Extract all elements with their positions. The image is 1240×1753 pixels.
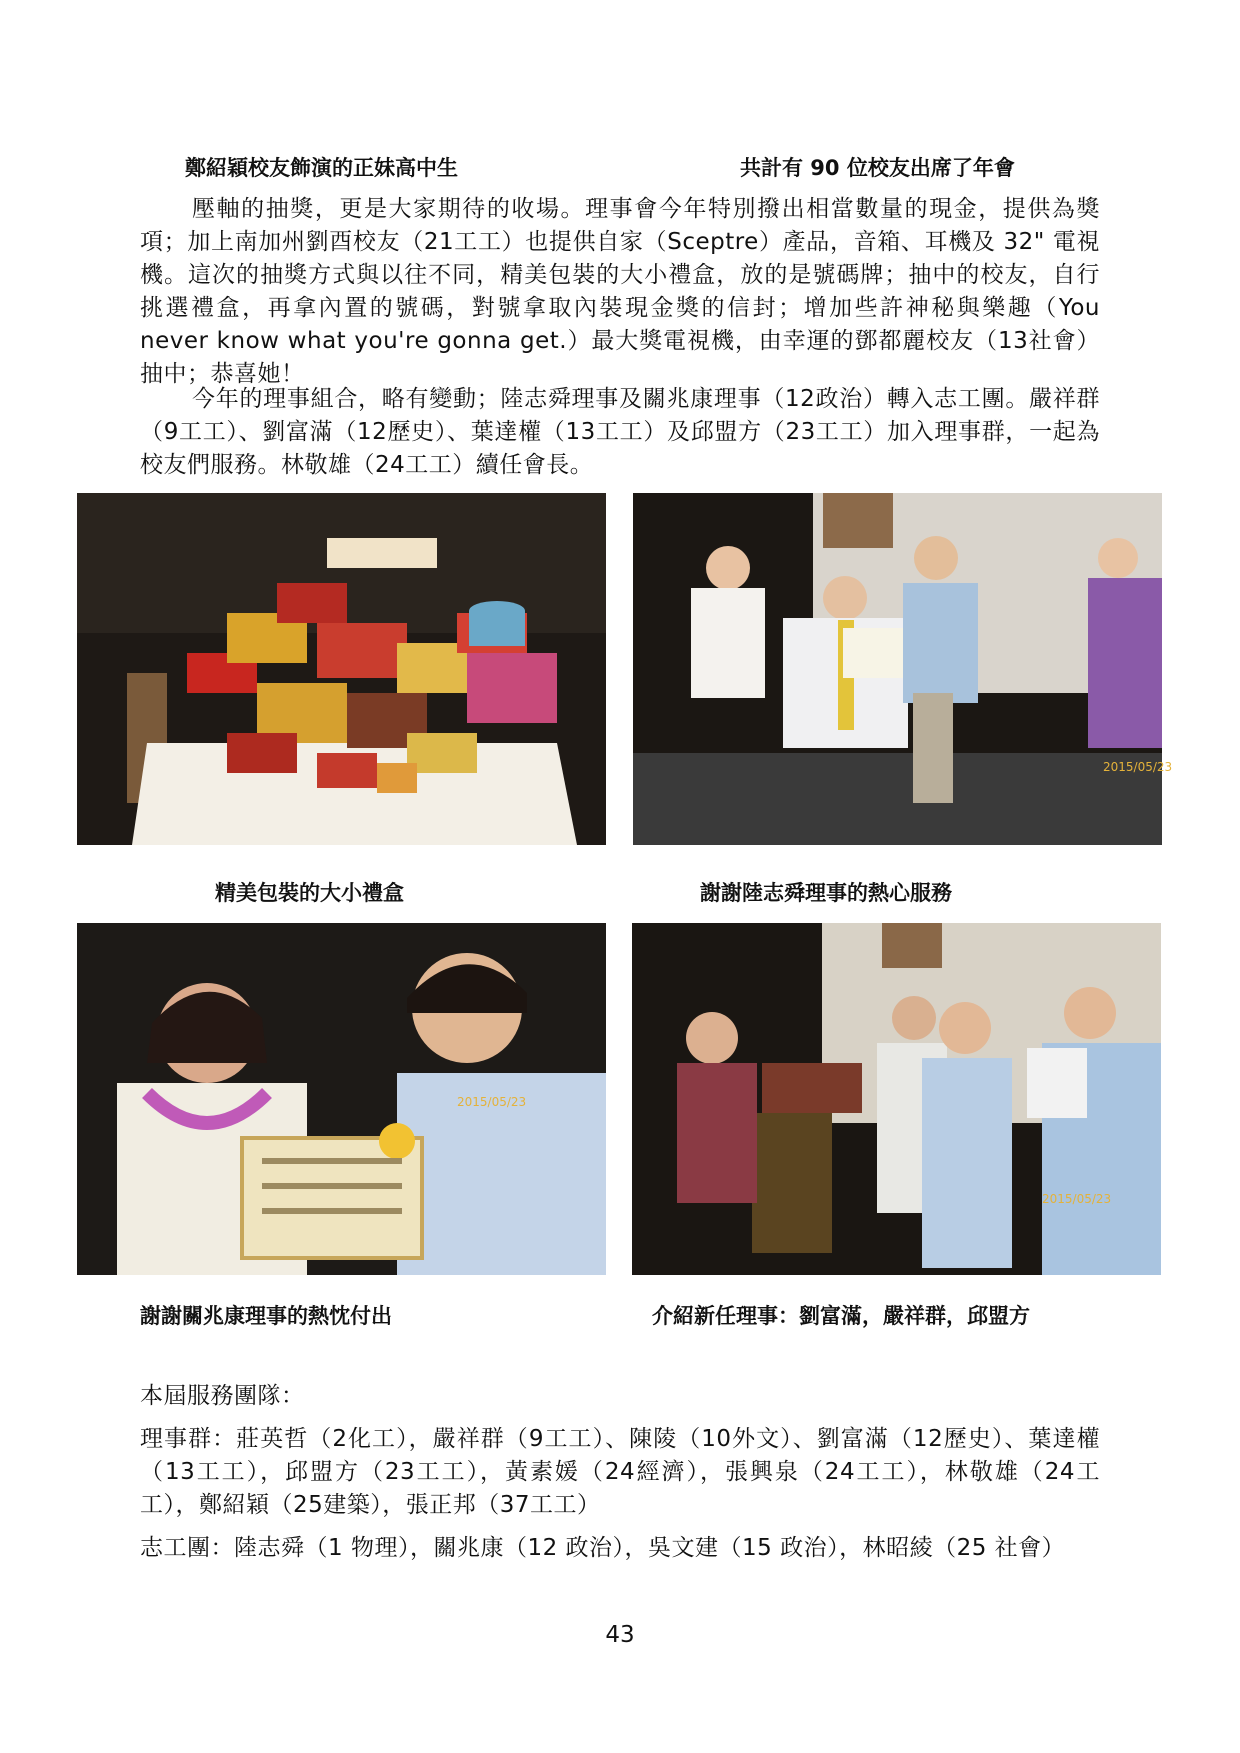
caption-thanks-lu: 謝謝陸志舜理事的熱心服務 [700,881,952,905]
team-heading: 本屆服務團隊： [140,1383,305,1409]
team-volunteer-list: 志工團：陸志舜（1 物理），關兆康（12 政治），吳文建（15 政治），林昭綾（25 社會） [140,1535,1066,1561]
paragraph-lottery-text: 壓軸的抽獎，更是大家期待的收場。理事會今年特別撥出相當數量的現金，提供為獎項；加上南加州劉酉校友（21工工）也提供自家（Sceptre）產品，音箱、耳機及 32" 電視機。這次的抽獎方式與以往不同，精美包裝的大小禮盒，放的是號碼牌；抽中的校友，自行挑選禮盒，再拿內置的號碼，對號拿取內裝現金獎的信封；增加些許神秘與樂趣（You never know what you're gonna get.）最大獎電視機，由幸運的鄧都麗校友（13社會）抽中；恭喜她！ [140,196,1100,387]
photo-thanks-guan [77,923,606,1275]
caption-gift-boxes: 精美包裝的大小禮盒 [215,881,404,905]
photo-2-date-stamp: 2015/05/23 [1103,760,1173,774]
photo-thanks-lu [633,493,1173,845]
caption-cheng-actress: 鄭紹穎校友飾演的正妹高中生 [185,156,458,180]
team-board-list: 理事群：莊英哲（2化工），嚴祥群（9工工）、陳陵（10外文）、劉富滿（12歷史）、葉達權（13工工），邱盟方（23工工），黃素媛（24經濟），張興泉（24工工），林敬雄（24工工），鄭紹穎（25建築），張正邦（37工工） [140,1426,1100,1518]
photo-4-date-stamp: 2015/05/23 [1042,1192,1112,1206]
caption-new-board: 介紹新任理事：劉富滿，嚴祥群，邱盟方 [652,1304,1030,1328]
page-number: 43 [605,1622,635,1648]
photo-3-date-stamp: 2015/05/23 [457,1095,527,1109]
team-section [140,1380,1100,1565]
photo-gift-boxes [77,493,606,845]
paragraph-lottery [140,193,1100,391]
caption-thanks-guan: 謝謝關兆康理事的熱忱付出 [140,1304,392,1328]
paragraph-board-changes-text: 今年的理事組合，略有變動；陸志舜理事及關兆康理事（12政治）轉入志工團。嚴祥群（9工工）、劉富滿（12歷史）、葉達權（13工工）及邱盟方（23工工）加入理事群，一起為校友們服務。林敬雄（24工工）續任會長。 [140,386,1100,478]
caption-attendance: 共計有 90 位校友出席了年會 [740,156,1015,180]
photo-new-board [632,923,1161,1275]
paragraph-board-changes [140,383,1100,482]
